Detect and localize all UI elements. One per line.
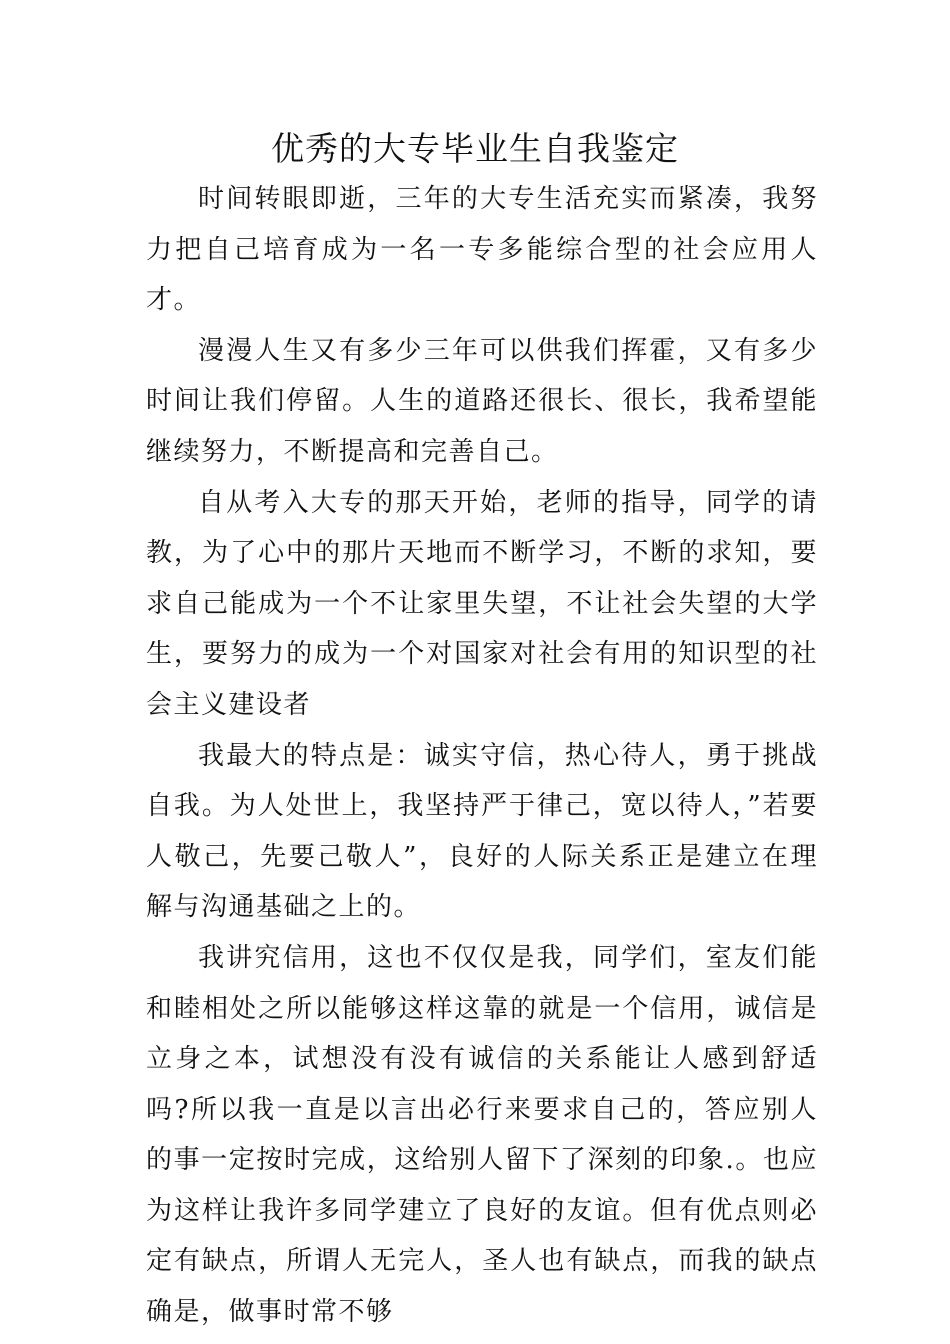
paragraph-4: 我最大的特点是：诚实守信，热心待人，勇于挑战自我。为人处世上，我坚持严于律己，宽以待人，”若要人敬己，先要己敬人”，良好的人际关系正是建立在理解与沟通基础之上的。 xyxy=(146,740,818,923)
paragraph-5: 我讲究信用，这也不仅仅是我，同学们，室友们能和睦相处之所以能够这样这靠的就是一个信用，诚信是立身之本，试想没有没有诚信的关系能让人感到舒适吗?所以我一直是以言出必行来要求自己的，答应别人的事一定按时完成，这给别人留下了深刻的印象.。也应为这样让我许多同学建立了良好的友谊。但有优点则必定有缺点，所谓人无完人，圣人也有缺点，而我的缺点确是，做事时常不够 xyxy=(146,942,818,1328)
paragraph-3: 自从考入大专的那天开始，老师的指导，同学的请教，为了心中的那片天地而不断学习，不断的求知，要求自己能成为一个不让家里失望，不让社会失望的大学生，要努力的成为一个对国家对社会有用的知识型的社会主义建设者 xyxy=(146,487,818,720)
paragraph-1: 时间转眼即逝，三年的大专生活充实而紧凑，我努力把自己培育成为一名一专多能综合型的社会应用人才。 xyxy=(146,184,818,316)
paragraph-2: 漫漫人生又有多少三年可以供我们挥霍，又有多少时间让我们停留。人生的道路还很长、很长，我希望能继续努力，不断提高和完善自己。 xyxy=(146,335,818,467)
document-title: 优秀的大专毕业生自我鉴定 xyxy=(271,129,679,168)
document-body xyxy=(146,174,818,1338)
